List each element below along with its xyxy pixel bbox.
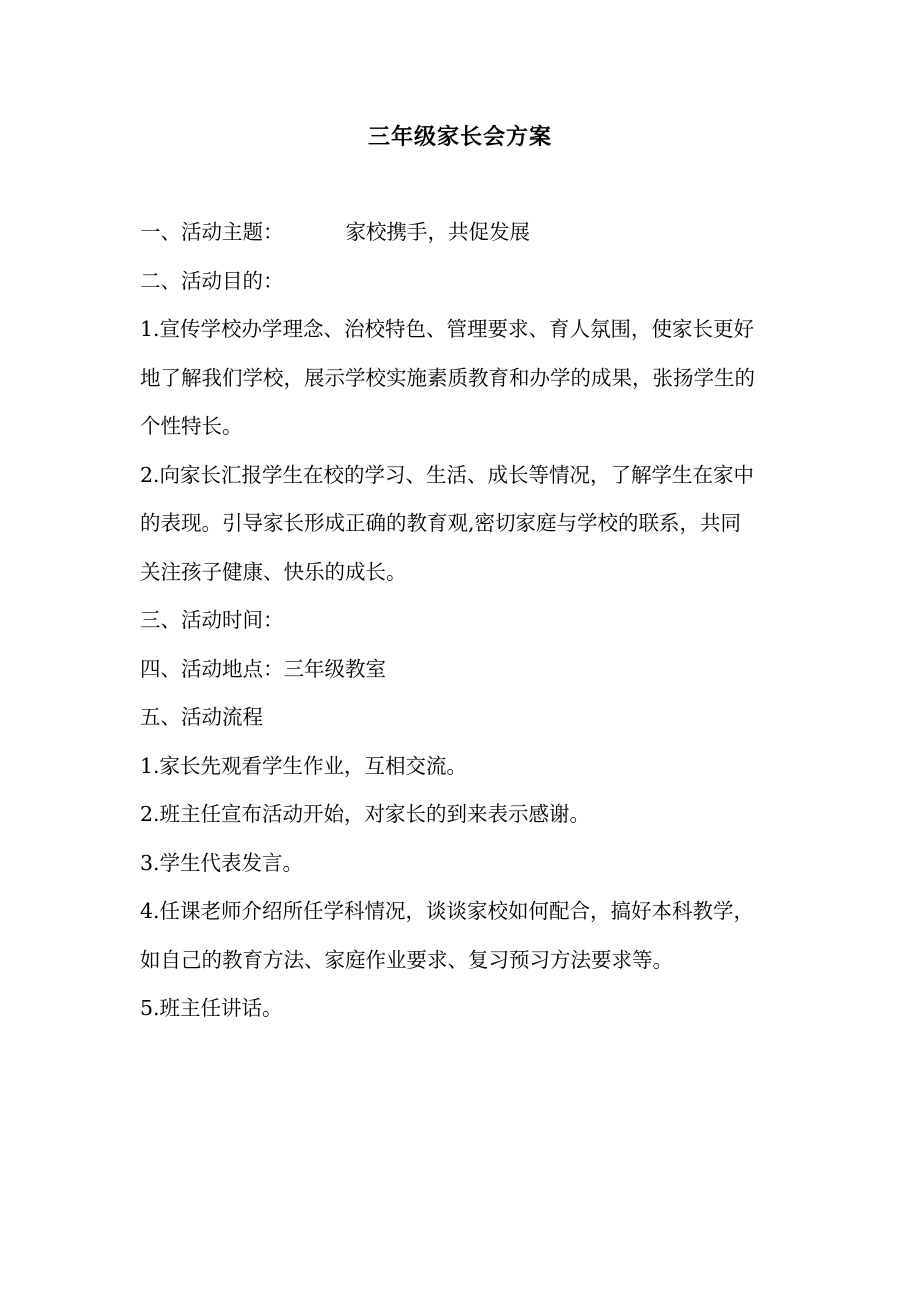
time-line: 三、活动时间： — [140, 608, 284, 632]
process-item-4-line-1: 4.任课老师介绍所任学科情况，谈谈家校如何配合，搞好本科教学， — [140, 899, 755, 923]
purpose-heading: 二、活动目的： — [140, 268, 284, 293]
theme-value: 家校携手，共促发展 — [345, 220, 530, 244]
process-item-5: 5.班主任讲话。 — [140, 996, 283, 1020]
theme-label: 一、活动主题： — [140, 220, 284, 244]
process-item-2: 2.班主任宣布活动开始，对家长的到来表示感谢。 — [140, 802, 591, 826]
purpose-item-2-line-1: 2.向家长汇报学生在校的学习、生活、成长等情况，了解学生在家中 — [140, 462, 755, 487]
purpose-item-2-line-3: 关注孩子健康、快乐的成长。 — [140, 559, 407, 584]
document-body — [140, 208, 785, 1033]
location-line: 四、活动地点：三年级教室 — [140, 656, 386, 681]
process-item-3: 3.学生代表发言。 — [140, 850, 304, 875]
process-heading: 五、活动流程 — [140, 705, 263, 729]
document-title: 三年级家长会方案 — [367, 125, 552, 150]
purpose-item-1-line-1: 1.宣传学校办学理念、治校特色、管理要求、育人氛围，使家长更好 — [140, 317, 755, 341]
process-item-4-line-2: 如自己的教育方法、家庭作业要求、复习预习方法要求等。 — [140, 947, 673, 972]
process-item-1: 1.家长先观看学生作业，互相交流。 — [140, 753, 468, 778]
theme-line — [140, 208, 785, 257]
purpose-item-1-line-2: 地了解我们学校，展示学校实施素质教育和办学的成果，张扬学生的 — [140, 365, 755, 390]
purpose-item-1-line-3: 个性特长。 — [140, 414, 243, 438]
purpose-item-2-line-2: 的表现。引导家长形成正确的教育观,密切家庭与学校的联系，共同 — [140, 511, 742, 535]
